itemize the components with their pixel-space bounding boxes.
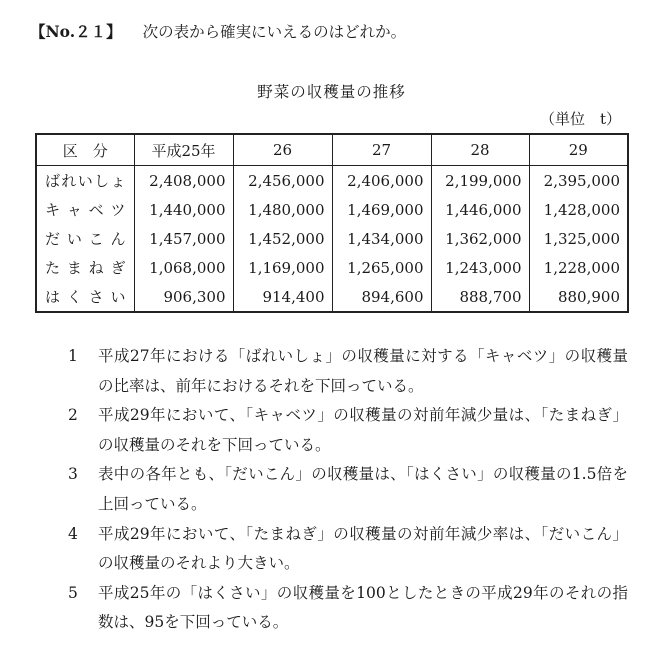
row-label: ばれいしょ (36, 166, 134, 196)
table-cell: 1,228,000 (529, 253, 628, 282)
question-prompt: 次の表から確実にいえるのはどれか。 (142, 23, 407, 41)
table-title: 野菜の収穫量の推移 (257, 83, 406, 101)
table-cell: 2,456,000 (233, 166, 332, 196)
table-cell: 1,469,000 (332, 195, 431, 224)
answer-options (68, 342, 628, 638)
option-number: 1 (68, 347, 78, 365)
option-1[interactable] (68, 342, 628, 401)
harvest-table (35, 133, 629, 313)
option-text: 平成27年における「ばれいしょ」の収穫量に対する「キャベツ」の収穫量の比率は、前年におけるそれを下回っている。 (98, 347, 628, 395)
option-text: 平成25年の「はくさい」の収穫量を100としたときの平成29年のそれの指数は、95を下回っている。 (98, 583, 628, 632)
row-label: だいこん (36, 224, 134, 253)
table-cell: 1,362,000 (431, 224, 529, 253)
table-cell: 1,446,000 (431, 195, 529, 224)
table-cell: 906,300 (134, 282, 233, 312)
table-cell: 1,480,000 (233, 195, 332, 224)
table-cell: 2,408,000 (134, 166, 233, 196)
table-cell: 1,440,000 (134, 195, 233, 224)
option-number: 4 (68, 524, 78, 543)
table-row (36, 282, 628, 312)
header-year-28: 28 (431, 134, 529, 166)
table-cell: 1,265,000 (332, 253, 431, 282)
table-cell: 2,199,000 (431, 166, 529, 196)
question-number: 【No.２１】 (30, 22, 122, 41)
table-row (36, 195, 628, 224)
table-cell: 1,243,000 (431, 253, 529, 282)
table-cell: 1,169,000 (233, 253, 332, 282)
table-cell: 888,700 (431, 282, 529, 312)
table-cell: 880,900 (529, 282, 628, 312)
question-header (30, 20, 406, 42)
option-5[interactable] (68, 579, 628, 638)
table-unit: （単位 t） (539, 110, 621, 128)
header-year-26: 26 (233, 134, 332, 166)
table-row (36, 224, 628, 253)
row-label: たまねぎ (36, 253, 134, 282)
option-text: 表中の各年とも、「だいこん」の収穫量は、「はくさい」の収穫量の1.5倍を上回っている。 (98, 465, 628, 513)
option-text: 平成29年において、「キャベツ」の収穫量の対前年減少量は、「たまねぎ」の収穫量のそれを下回っている。 (98, 406, 628, 454)
header-category: 区 分 (36, 134, 134, 166)
table-cell: 1,452,000 (233, 224, 332, 253)
table-cell: 1,325,000 (529, 224, 628, 253)
option-3[interactable] (68, 460, 628, 519)
option-number: 5 (68, 583, 78, 602)
table-cell: 1,428,000 (529, 195, 628, 224)
table-row (36, 166, 628, 196)
table-header-row (36, 134, 628, 166)
option-2[interactable] (68, 401, 628, 460)
header-year-27: 27 (332, 134, 431, 166)
table-row (36, 253, 628, 282)
header-year-29: 29 (529, 134, 628, 166)
header-year-h25: 平成25年 (134, 134, 233, 166)
table-cell: 914,400 (233, 282, 332, 312)
table-cell: 2,406,000 (332, 166, 431, 196)
option-number: 3 (68, 465, 78, 484)
table-cell: 2,395,000 (529, 166, 628, 196)
row-label: キャベツ (36, 195, 134, 224)
table-cell: 1,068,000 (134, 253, 233, 282)
option-4[interactable] (68, 520, 628, 579)
table-cell: 1,457,000 (134, 224, 233, 253)
option-text: 平成29年において、「たまねぎ」の収穫量の対前年減少率は、「だいこん」の収穫量のそれより大きい。 (98, 524, 628, 573)
table-cell: 1,434,000 (332, 224, 431, 253)
option-number: 2 (68, 406, 78, 425)
table-cell: 894,600 (332, 282, 431, 312)
row-label: はくさい (36, 282, 134, 312)
